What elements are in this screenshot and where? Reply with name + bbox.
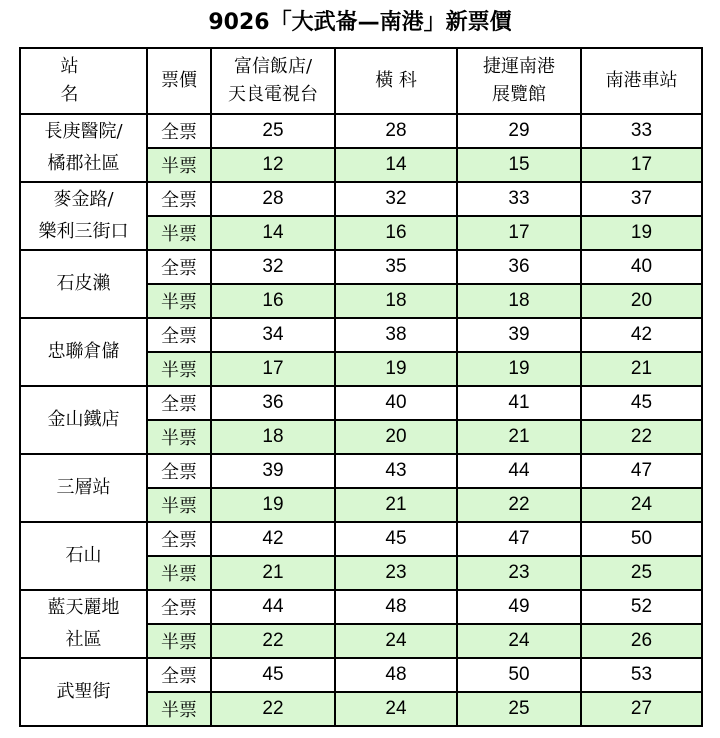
- fare-value: 22: [581, 420, 702, 454]
- header-fuxin-hotel: 富信飯店/ 天良電視台: [211, 48, 335, 114]
- full-fare-label: 全票: [147, 658, 211, 692]
- stop-name: 麥金路/ 樂利三街口: [20, 182, 147, 250]
- table-row: [20, 590, 702, 624]
- fare-value: 35: [335, 250, 457, 284]
- fare-value: 19: [581, 216, 702, 250]
- header-nangang-station: 南港車站: [581, 48, 702, 114]
- half-fare-label: 半票: [147, 216, 211, 250]
- fare-value: 25: [457, 692, 581, 726]
- full-fare-label: 全票: [147, 182, 211, 216]
- fare-value: 48: [335, 590, 457, 624]
- full-fare-label: 全票: [147, 114, 211, 148]
- fare-value: 39: [211, 454, 335, 488]
- stop-name: 金山鐵店: [20, 386, 147, 454]
- header-row: [20, 48, 702, 114]
- fare-value: 36: [457, 250, 581, 284]
- fare-value: 44: [457, 454, 581, 488]
- fare-value: 39: [457, 318, 581, 352]
- fare-value: 41: [457, 386, 581, 420]
- fare-value: 50: [581, 522, 702, 556]
- stop-name: 石皮瀨: [20, 250, 147, 318]
- full-fare-label: 全票: [147, 454, 211, 488]
- half-fare-label: 半票: [147, 624, 211, 658]
- fare-value: 19: [457, 352, 581, 386]
- stop-name: 藍天麗地 社區: [20, 590, 147, 658]
- full-fare-label: 全票: [147, 250, 211, 284]
- fare-value: 17: [211, 352, 335, 386]
- fare-value: 15: [457, 148, 581, 182]
- fare-value: 12: [211, 148, 335, 182]
- half-fare-label: 半票: [147, 556, 211, 590]
- full-fare-label: 全票: [147, 318, 211, 352]
- fare-value: 21: [211, 556, 335, 590]
- half-fare-label: 半票: [147, 692, 211, 726]
- fare-value: 23: [457, 556, 581, 590]
- table-row: [20, 250, 702, 284]
- table-row: [20, 114, 702, 148]
- fare-value: 21: [457, 420, 581, 454]
- half-fare-label: 半票: [147, 488, 211, 522]
- fare-value: 19: [335, 352, 457, 386]
- fare-value: 43: [335, 454, 457, 488]
- full-fare-label: 全票: [147, 590, 211, 624]
- fare-value: 42: [211, 522, 335, 556]
- fare-value: 21: [335, 488, 457, 522]
- fare-value: 45: [211, 658, 335, 692]
- fare-value: 33: [457, 182, 581, 216]
- stop-name: 忠聯倉儲: [20, 318, 147, 386]
- fare-value: 29: [457, 114, 581, 148]
- stop-name: 長庚醫院/ 橘郡社區: [20, 114, 147, 182]
- stop-name: 石山: [20, 522, 147, 590]
- fare-value: 36: [211, 386, 335, 420]
- fare-value: 42: [581, 318, 702, 352]
- fare-value: 45: [335, 522, 457, 556]
- fare-value: 18: [211, 420, 335, 454]
- fare-table: [19, 47, 703, 727]
- fare-value: 48: [335, 658, 457, 692]
- header-stop-name: 站 名: [20, 48, 147, 114]
- fare-value: 33: [581, 114, 702, 148]
- fare-value: 14: [335, 148, 457, 182]
- table-row: [20, 182, 702, 216]
- fare-value: 24: [457, 624, 581, 658]
- table-row: [20, 522, 702, 556]
- half-fare-label: 半票: [147, 284, 211, 318]
- fare-value: 22: [211, 692, 335, 726]
- fare-value: 28: [335, 114, 457, 148]
- fare-value: 21: [581, 352, 702, 386]
- full-fare-label: 全票: [147, 386, 211, 420]
- fare-value: 53: [581, 658, 702, 692]
- fare-value: 18: [335, 284, 457, 318]
- fare-value: 17: [457, 216, 581, 250]
- half-fare-label: 半票: [147, 352, 211, 386]
- fare-value: 17: [581, 148, 702, 182]
- fare-value: 45: [581, 386, 702, 420]
- fare-value: 18: [457, 284, 581, 318]
- table-row: [20, 454, 702, 488]
- fare-value: 44: [211, 590, 335, 624]
- fare-value: 25: [581, 556, 702, 590]
- fare-value: 20: [335, 420, 457, 454]
- fare-value: 24: [335, 692, 457, 726]
- table-row: [20, 658, 702, 692]
- fare-body: [20, 114, 702, 726]
- header-mrt-nangang-exhibition: 捷運南港 展覽館: [457, 48, 581, 114]
- fare-value: 38: [335, 318, 457, 352]
- stop-name: 三層站: [20, 454, 147, 522]
- fare-value: 24: [335, 624, 457, 658]
- fare-value: 34: [211, 318, 335, 352]
- stop-name: 武聖街: [20, 658, 147, 726]
- fare-value: 47: [581, 454, 702, 488]
- fare-value: 24: [581, 488, 702, 522]
- fare-value: 25: [211, 114, 335, 148]
- fare-value: 26: [581, 624, 702, 658]
- fare-value: 16: [211, 284, 335, 318]
- fare-value: 52: [581, 590, 702, 624]
- fare-value: 40: [335, 386, 457, 420]
- half-fare-label: 半票: [147, 420, 211, 454]
- table-row: [20, 386, 702, 420]
- fare-value: 16: [335, 216, 457, 250]
- fare-value: 19: [211, 488, 335, 522]
- fare-value: 49: [457, 590, 581, 624]
- fare-value: 32: [211, 250, 335, 284]
- full-fare-label: 全票: [147, 522, 211, 556]
- fare-value: 14: [211, 216, 335, 250]
- half-fare-label: 半票: [147, 148, 211, 182]
- fare-value: 20: [581, 284, 702, 318]
- fare-value: 22: [211, 624, 335, 658]
- page-title: 9026「大武崙—南港」新票價: [208, 10, 512, 35]
- fare-value: 47: [457, 522, 581, 556]
- fare-value: 28: [211, 182, 335, 216]
- fare-value: 27: [581, 692, 702, 726]
- fare-value: 50: [457, 658, 581, 692]
- table-row: [20, 318, 702, 352]
- fare-value: 40: [581, 250, 702, 284]
- header-fare-type: 票價: [147, 48, 211, 114]
- fare-value: 32: [335, 182, 457, 216]
- header-hengke: 橫 科: [335, 48, 457, 114]
- fare-value: 23: [335, 556, 457, 590]
- fare-value: 22: [457, 488, 581, 522]
- fare-value: 37: [581, 182, 702, 216]
